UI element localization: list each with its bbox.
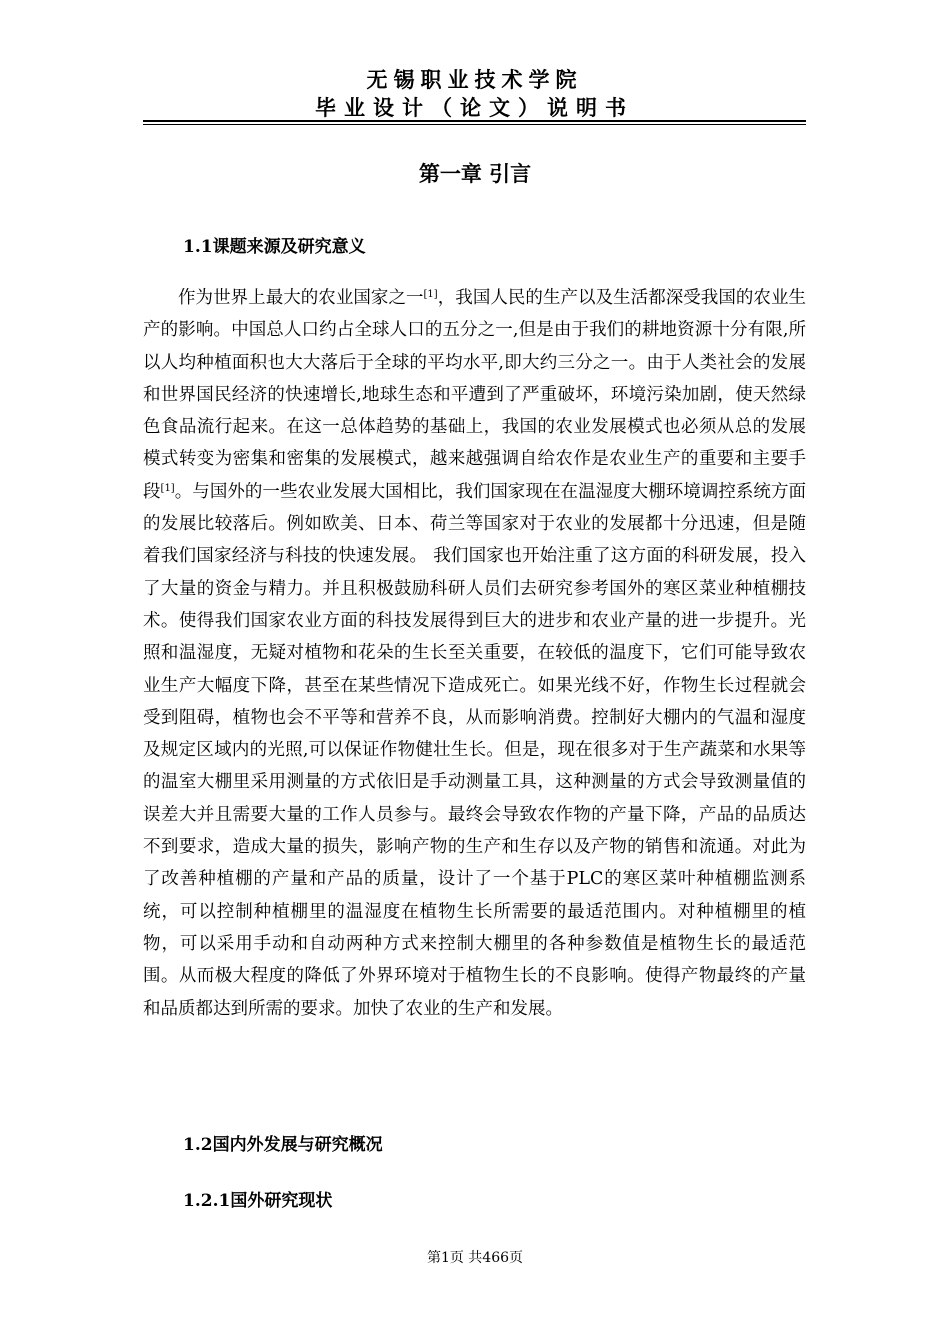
section-heading-1-1: 1.1课题来源及研究意义 — [183, 237, 366, 257]
page-footer: 第1页 共466页 — [426, 1250, 524, 1266]
institution-name: 无锡职业技术学院 — [366, 67, 583, 92]
header-rule-thin — [143, 124, 806, 125]
paragraph-text-2: ，我国人民的生产以及生活都深受我国的农业生产的影响。中国总人口约占全球人口的五分之一,但是由于我们的耕地资源十分有限,所以人均种植面积也大大落后于全球的平均水平,即大约三分之一。由于人类社会的发展和世界国民经济的快速增长,地球生态和平遭到了严重破坏，环境污染加剧，使天然绿色食品流行起来。在这一总体趋势的基础上，我国的农业发展模式也必须从总的发展模式转变为密集和密集的发展模式，越来越强调自给农作是农业生产的重要和主要手段 — [143, 288, 806, 502]
paragraph-text-3: 。与国外的一些农业发展大国相比，我们国家现在在温湿度大棚环境调控系统方面的发展比较落后。例如欧美、日本、荷兰等国家对于农业的发展都十分迅速，但是随着我们国家经济与科技的快速发展。 我们国家也开始注重了这方面的科研发展，投入了大量的资金与精力。并且积极鼓励科研人员们去研究参考国外的寒区菜业种植棚技术。使得我们国家农业方面的科技发展得到巨大的进步和农业产量的进一步提升。光照和温湿度，无疑对植物和花朵的生长至关重要，在较低的温度下，它们可能导致农业生产大幅度下降，甚至在某些情况下造成死亡。如果光线不好，作物生长过程就会受到阻碍，植物也会不平等和营养不良，从而影响消费。控制好大棚内的气温和湿度及规定区域内的光照,可以保证作物健壮生长。但是，现在很多对于生产蔬菜和水果等的温室大棚里采用测量的方式依旧是手动测量工具，这种测量的方式会导致测量值的误差大并且需要大量的工作人员参与。最终会导致农作物的产量下降，产品的品质达不到要求，造成大量的损失，影响产物的生产和生存以及产物的销售和流通。对此为了改善种植棚的产量和产品的质量，设计了一个基于PLC的寒区菜叶种植棚监测系统，可以控制种植棚里的温湿度在植物生长所需要的最适范围内。对种植棚里的植物，可以采用手动和自动两种方式来控制大棚里的各种参数值是植物生长的最适范围。从而极大程度的降低了外界环境对于植物生长的不良影响。使得产物最终的产量和品质都达到所需的要求。加快了农业的生产和发展。 — [143, 481, 807, 1019]
page-header — [143, 66, 806, 122]
section-heading-1-2-1: 1.2.1国外研究现状 — [183, 1191, 333, 1211]
citation-2[interactable]: [1] — [160, 482, 175, 494]
header-rule-thick — [143, 120, 806, 122]
body-paragraph — [143, 282, 806, 1025]
citation-1[interactable]: [1] — [423, 289, 438, 300]
section-heading-1-2: 1.2国内外发展与研究概况 — [183, 1135, 383, 1155]
document-type: 毕业设计（论文）说明书 — [315, 95, 634, 120]
chapter-title: 第一章 引言 — [418, 161, 532, 186]
paragraph-text-1: 作为世界上最大的农业国家之一 — [178, 288, 424, 308]
